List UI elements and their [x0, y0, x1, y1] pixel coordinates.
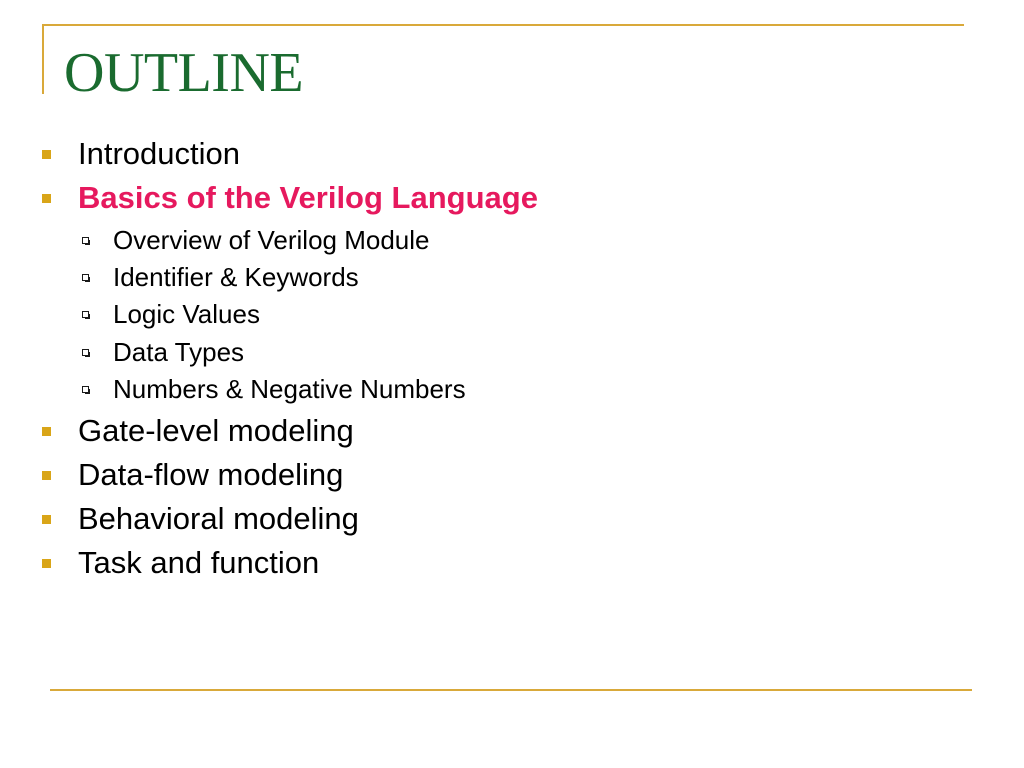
- square-bullet-icon: [42, 194, 51, 203]
- outline-item-data-flow: [42, 455, 343, 495]
- outline-item-task-function: [42, 543, 319, 583]
- outline-item-label: Introduction: [78, 136, 240, 171]
- box-bullet-icon: [82, 237, 89, 244]
- outline-subitem-label: Data Types: [113, 336, 245, 367]
- square-bullet-icon: [42, 559, 51, 568]
- outline-item-label: Task and function: [78, 545, 320, 580]
- outline-item-introduction: [42, 134, 240, 174]
- outline-subitem-logic-values: [82, 298, 260, 330]
- box-bullet-icon: [82, 386, 89, 393]
- square-bullet-icon: [42, 427, 51, 436]
- box-bullet-icon: [82, 311, 89, 318]
- outline-subitem-label: Overview of Verilog Module: [113, 224, 430, 255]
- box-bullet-icon: [82, 349, 89, 356]
- outline-item-gate-level: [42, 411, 354, 451]
- bottom-rule: [50, 689, 972, 691]
- outline-item-basics: [42, 178, 538, 218]
- square-bullet-icon: [42, 471, 51, 480]
- outline-subitem-label: Logic Values: [113, 298, 260, 329]
- square-bullet-icon: [42, 150, 51, 159]
- outline-item-label: Data-flow modeling: [78, 457, 344, 492]
- outline-item-behavioral: [42, 499, 359, 539]
- box-bullet-icon: [82, 274, 89, 281]
- outline-subitem-numbers: [82, 373, 466, 405]
- outline-subitem-label: Identifier & Keywords: [113, 261, 359, 292]
- outline-item-label-highlighted: Basics of the Verilog Language: [78, 180, 538, 215]
- outline-subitem-label: Numbers & Negative Numbers: [113, 373, 466, 404]
- outline-subitem-data-types: [82, 336, 244, 368]
- outline-subitem-identifier: [82, 261, 359, 293]
- outline-subitem-overview: [82, 224, 429, 256]
- outline-item-label: Behavioral modeling: [78, 501, 359, 536]
- slide-title: OUTLINE: [64, 42, 304, 104]
- square-bullet-icon: [42, 515, 51, 524]
- outline-item-label: Gate-level modeling: [78, 413, 354, 448]
